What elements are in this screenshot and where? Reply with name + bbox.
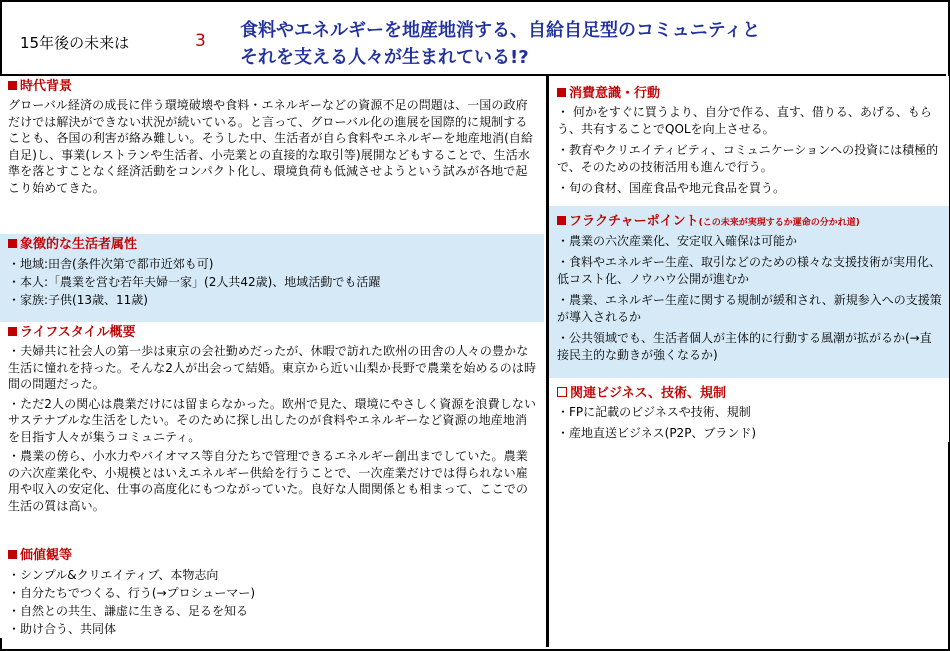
red-square-icon <box>557 216 566 225</box>
header <box>0 0 946 76</box>
title-line-2: それを支える人々が生まれている!? <box>240 47 529 68</box>
header-lead: 15年後の未来は <box>20 34 130 52</box>
values-section <box>0 545 544 638</box>
list-item: ・シンプル&クリエイティブ、本物志向 <box>8 568 219 582</box>
values-heading: 価値観等 <box>8 545 538 566</box>
hollow-square-icon <box>557 387 567 397</box>
list-item: ・ 何かをすぐに買うより、自分で作る、直す、借りる、あげる、もらう、共有することでQOLを向上させる。 <box>557 105 932 136</box>
title-line-1: 食料やエネルギーを地産地消する、自給自足型のコミュニティと <box>240 20 761 41</box>
consumption-section <box>549 76 949 206</box>
list-item: ・家族:子供(13歳、11歳) <box>8 293 148 307</box>
list-item: ・本人:「農業を営む若年夫婦一家」(2人共42歳)、地域活動でも活躍 <box>8 275 381 289</box>
background-heading: 時代背景 <box>8 76 538 97</box>
list-item: ・公共領域でも、生活者個人が主体的に行動する風潮が拡がるか(→直接民主的な動きが強くなるか) <box>557 331 932 362</box>
red-square-icon <box>8 327 17 336</box>
background-section <box>0 76 544 234</box>
red-square-icon <box>8 239 17 248</box>
list-item: ・地域:田舎(条件次第で都市近郊も可) <box>8 257 214 271</box>
lifestyle-paragraph: ・ただ2人の関心は農業だけには留まらなかった。欧州で見た、環境にやさしく資源を浪費しないサステナブルな生活をしたい。そのために探し出したのが食料やエネルギーなど資源の地産地消を目指す人々が集うコミュニティ。 <box>8 396 537 444</box>
business-heading: 関連ビジネス、技術、規制 <box>557 378 943 404</box>
background-body: グローバル経済の成長に伴う環境破壊や食料・エネルギーなどの資源不足の問題は、一国の政府だけでは解決ができない状況が続いている。と言って、グローバル化の進展を国際的に規制することも、各国の利害が絡み難しい。そうした中、生活者が自ら食料やエネルギーを地産地消(自給自足)し、事業(レストランや生活者、小売業との直接的な取引等)展開などもすることで、生活水準を落とすことなく経済活動をコンパクト化し、環境負荷も低減させようという試みが各地で起こり始めてきた。 <box>8 98 534 195</box>
page-title <box>240 17 760 71</box>
list-item: ・自分たちでつくる、行う(→プロシューマー) <box>8 586 256 600</box>
list-item: ・食料やエネルギー生産、取引などのための様々な支援技術が実用化、低コスト化、ノウハウ公開が進むか <box>557 255 942 286</box>
consumption-heading: 消費意識・行動 <box>557 76 943 104</box>
list-item: ・農業の六次産業化、安定収入確保は可能か <box>557 234 798 248</box>
red-square-icon <box>557 88 566 97</box>
list-item: ・産地直送ビジネス(P2P、ブランド) <box>557 426 757 440</box>
lifestyle-paragraph: ・農業の傍ら、小水力やバイオマス等自分たちで管理できるエネルギー創出までしていた。農業の六次産業化や、小規模とはいえエネルギー供給を行うことで、一次産業だけでは得られない雇用や収入の安定化、仕事の高度化にもつながっていた。良好な人間関係とも相まって、ここでの生活の質は高い。 <box>8 449 529 513</box>
lifestyle-section <box>0 322 544 545</box>
list-item: ・助け合う、共同体 <box>8 622 117 636</box>
lifestyle-paragraph: ・夫婦共に社会人の第一歩は東京の会社勤めだったが、休暇で訪れた欧州の田舎の人々の豊かな生活に憧れを持った。そんな2人が出会って結婚。東京から近い山梨か長野で農業を始めるのは時間の問題だった。 <box>8 344 537 391</box>
fracture-heading: フラクチャーポイント(この未来が実現するか運命の分かれ道) <box>557 206 943 233</box>
attributes-heading: 象徴的な生活者属性 <box>8 234 538 255</box>
fracture-section <box>549 206 949 378</box>
list-item: ・自然との共生、謙虚に生きる、足るを知る <box>8 604 249 618</box>
list-item: ・農業、エネルギー生産に関する規制が緩和され、新規参入への支援策が導入されるか <box>557 293 942 324</box>
red-square-icon <box>8 550 17 559</box>
lifestyle-heading: ライフスタイル概要 <box>8 322 538 343</box>
list-item: ・FPに記載のビジネスや技術、規制 <box>557 405 751 419</box>
red-square-icon <box>8 81 17 90</box>
right-column <box>546 76 949 647</box>
list-item: ・旬の食材、国産食品や地元食品を買う。 <box>557 181 786 195</box>
list-item: ・教育やクリエイティビティ、コミュニケーションへの投資には積極的で、そのための技術活用も進んで行う。 <box>557 143 939 174</box>
attributes-section <box>0 234 544 322</box>
business-section <box>549 378 949 442</box>
future-number: 3 <box>195 31 206 51</box>
left-column <box>0 76 544 647</box>
